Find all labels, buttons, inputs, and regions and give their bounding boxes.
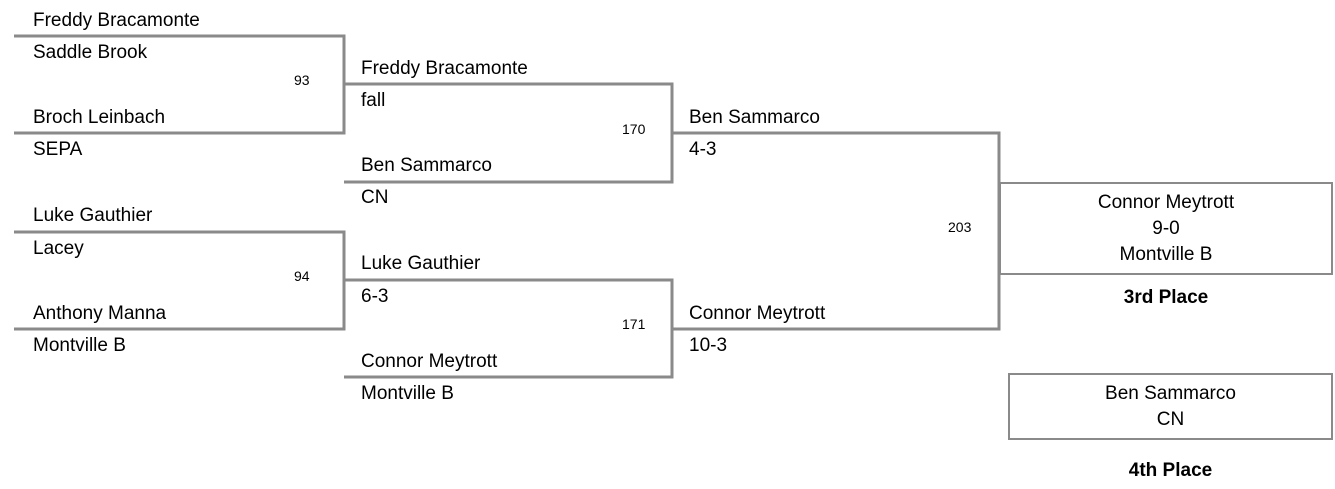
round2-match171-bottom-team: Montville B bbox=[361, 383, 454, 404]
round2-match170-bottom-team: CN bbox=[361, 187, 389, 208]
round2-match171-top-name: Luke Gauthier bbox=[361, 253, 481, 274]
fourth-place-name: Ben Sammarco bbox=[1105, 382, 1236, 404]
round1-match93-top-team: Saddle Brook bbox=[33, 42, 148, 63]
match-number-94: 94 bbox=[294, 268, 310, 284]
round3-top-result: 4-3 bbox=[689, 139, 717, 160]
third-place-label: 3rd Place bbox=[1123, 287, 1209, 308]
third-place-result: 9-0 bbox=[1152, 217, 1180, 239]
match-number-170: 170 bbox=[622, 121, 646, 137]
match-number-171: 171 bbox=[622, 316, 646, 332]
third-place-box bbox=[999, 182, 1333, 275]
round1-match94-bottom-team: Montville B bbox=[33, 335, 126, 356]
fourth-place-team: CN bbox=[1156, 408, 1185, 430]
fourth-place-box bbox=[1008, 373, 1333, 440]
third-place-name: Connor Meytrott bbox=[1097, 191, 1235, 213]
round3-top-name: Ben Sammarco bbox=[689, 107, 820, 128]
round3-bottom-result: 10-3 bbox=[689, 335, 728, 356]
round2-match171-bottom-name: Connor Meytrott bbox=[361, 351, 498, 372]
round1-match94-bottom-name: Anthony Manna bbox=[33, 303, 167, 324]
round1-match93-bottom-team: SEPA bbox=[33, 139, 83, 160]
round3-bottom-name: Connor Meytrott bbox=[689, 303, 826, 324]
round1-match93-bottom-name: Broch Leinbach bbox=[33, 107, 166, 128]
fourth-place-label: 4th Place bbox=[1128, 460, 1213, 481]
third-place-team: Montville B bbox=[1119, 243, 1213, 265]
round2-match170-bottom-name: Ben Sammarco bbox=[361, 155, 492, 176]
match-number-203: 203 bbox=[948, 219, 972, 235]
round1-match94-top-team: Lacey bbox=[33, 238, 84, 259]
round2-match170-top-name: Freddy Bracamonte bbox=[361, 58, 528, 79]
round1-match93-top-name: Freddy Bracamonte bbox=[33, 10, 200, 31]
round2-match170-top-result: fall bbox=[361, 90, 386, 111]
round2-match171-top-result: 6-3 bbox=[361, 286, 389, 307]
match-number-93: 93 bbox=[294, 72, 310, 88]
round1-match94-top-name: Luke Gauthier bbox=[33, 205, 153, 226]
